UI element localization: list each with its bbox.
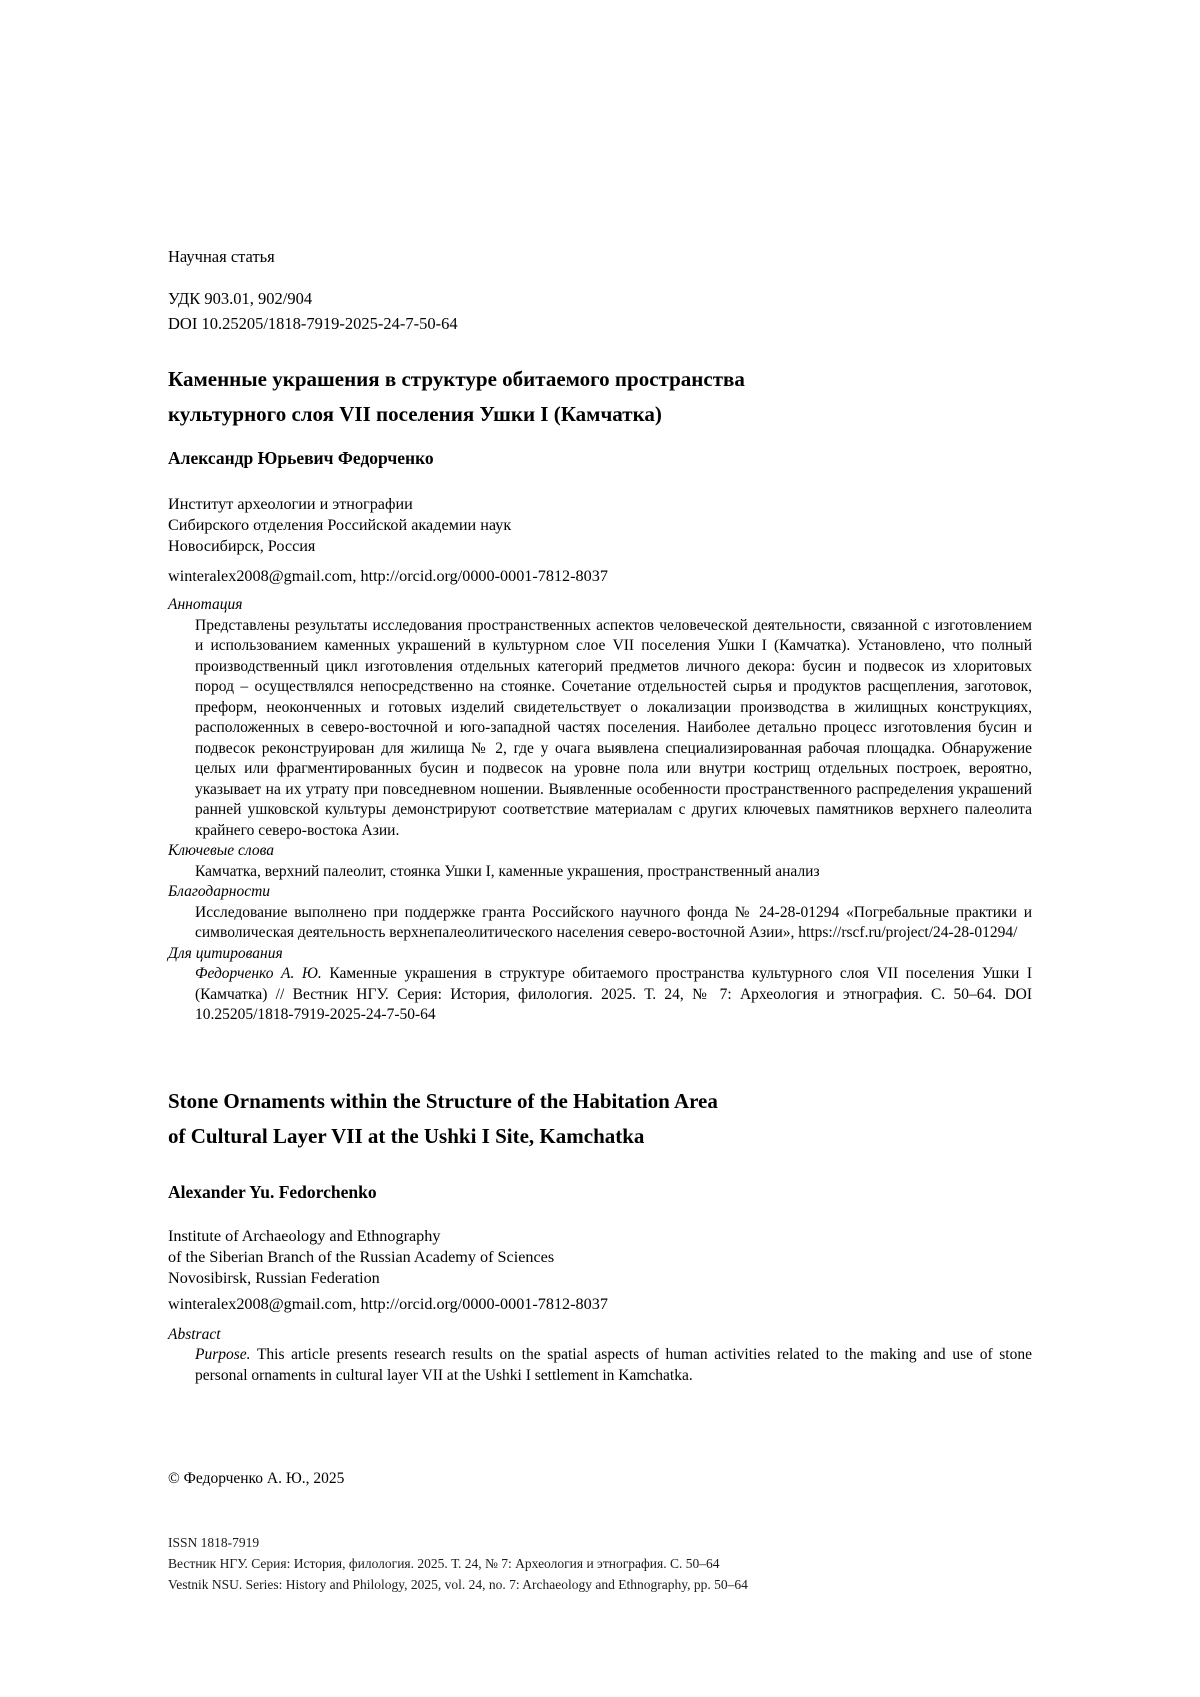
author-contact-ru: winteralex2008@gmail.com, http://orcid.org/0000-0001-7812-8037 <box>168 567 608 585</box>
acknowledgements-label-ru: Благодарности <box>168 883 271 900</box>
abstract-text-ru: Представлены результаты исследования пространственных аспектов человеческой деятельности, связанной с изготовлением и использованием каменных украшений в культурном слое VII поселения Ушки I (Камчатка). Установлено, что полный производственный цикл изготовления отдельных категорий предметов личного декора: бусин и подвесок из хлоритовых пород – осуществлялся непосредственно на стоянке. Сочетание отдельностей сырья и продуктов расщепления, заготовок, преформ, неоконченных и готовых изделий свидетельствует о локализации производства в жилищных конструкциях, расположенных в северо-восточной и юго-западной частях поселения. Наиболее детально процесс изготовления бусин и подвесок реконструирован для жилища № 2, где у очага выявлена специализированная рабочая площадка. Обнаружение целых или фрагментированных бусин и подвесок на уровне пола или внутри кострищ отдельных построек, вероятно, указывает на их утрату при повседневном ношении. Выявленные особенности пространственного распределения украшений ранней ушковской культуры демонстрируют соответствие материалам с других ключевых памятников верхнего палеолита крайнего северо-востока Азии. <box>195 616 1032 839</box>
udc-line: УДК 903.01, 902/904 <box>168 289 313 308</box>
author-name-ru: Александр Юрьевич Федорченко <box>168 448 434 468</box>
citation-text-ru <box>195 964 1032 1026</box>
author-contact-en: winteralex2008@gmail.com, http://orcid.org/0000-0001-7812-8037 <box>168 1294 608 1313</box>
keywords-label-ru: Ключевые слова <box>168 842 274 859</box>
affiliation-en: Institute of Archaeology and Ethnography of the Siberian Branch of the Russian Academy of Sciences Novosibirsk, Russian Federation <box>168 1226 555 1287</box>
journal-footer <box>168 1532 748 1595</box>
affiliation-ru: Институт археологии и этнографии Сибирского отделения Российской академии наук Новосибирск, Россия <box>168 495 512 555</box>
journal-reference-en: Vestnik NSU. Series: History and Philology, 2025, vol. 24, no. 7: Archaeology and Ethnography, pp. 50–64 <box>168 1577 748 1592</box>
article-title-en: Stone Ornaments within the Structure of the Habitation Area of Cultural Layer VII at the Ushki I Site, Kamchatka <box>168 1088 718 1148</box>
abstract-lead-en: Purpose. <box>195 1346 251 1363</box>
citation-label-ru: Для цитирования <box>168 944 283 962</box>
citation-body: Каменные украшения в структуре обитаемого пространства культурного слоя VII поселения Ушки I (Камчатка) // Вестник НГУ. Серия: История, филология. 2025. Т. 24, № 7: Археология и этнография. С. 50–64. DOI 10.25205/1818-7919-2025-24-7-50-64 <box>195 965 1032 1023</box>
keywords-text-ru: Камчатка, верхний палеолит, стоянка Ушки I, каменные украшения, пространственный анализ <box>195 862 820 880</box>
article-title-ru: Каменные украшения в структуре обитаемого пространства культурного слоя VII поселения Ушки I (Камчатка) <box>168 367 745 426</box>
abstract-body-en: This article presents research results on the spatial aspects of human activities related to the making and use of stone personal ornaments in cultural layer VII at the Ushki I settlement in Kamchatka. <box>195 1346 1032 1384</box>
article-type-label: Научная статья <box>168 247 275 266</box>
issn-line: ISSN 1818-7919 <box>168 1535 260 1550</box>
article-identifiers <box>168 286 1032 336</box>
journal-reference-ru: Вестник НГУ. Серия: История, филология. 2025. Т. 24, № 7: Археология и этнография. С. 50–64 <box>168 1556 720 1571</box>
doi-line: DOI 10.25205/1818-7919-2025-24-7-50-64 <box>168 314 458 333</box>
copyright-line: © Федорченко А. Ю., 2025 <box>168 1470 345 1487</box>
acknowledgements-text-ru: Исследование выполнено при поддержке гранта Российского научного фонда № 24-28-01294 «Погребальные практики и символическая деятельность верхнепалеолитического населения северо-восточной Азии», https://rscf.ru/project/24-28-01294/ <box>195 903 1032 941</box>
abstract-label-en: Abstract <box>168 1325 221 1343</box>
abstract-label-ru: Аннотация <box>168 596 243 613</box>
abstract-text-en <box>195 1345 1032 1386</box>
citation-author: Федорченко А. Ю. <box>195 965 322 982</box>
author-name-en: Alexander Yu. Fedorchenko <box>168 1181 377 1202</box>
